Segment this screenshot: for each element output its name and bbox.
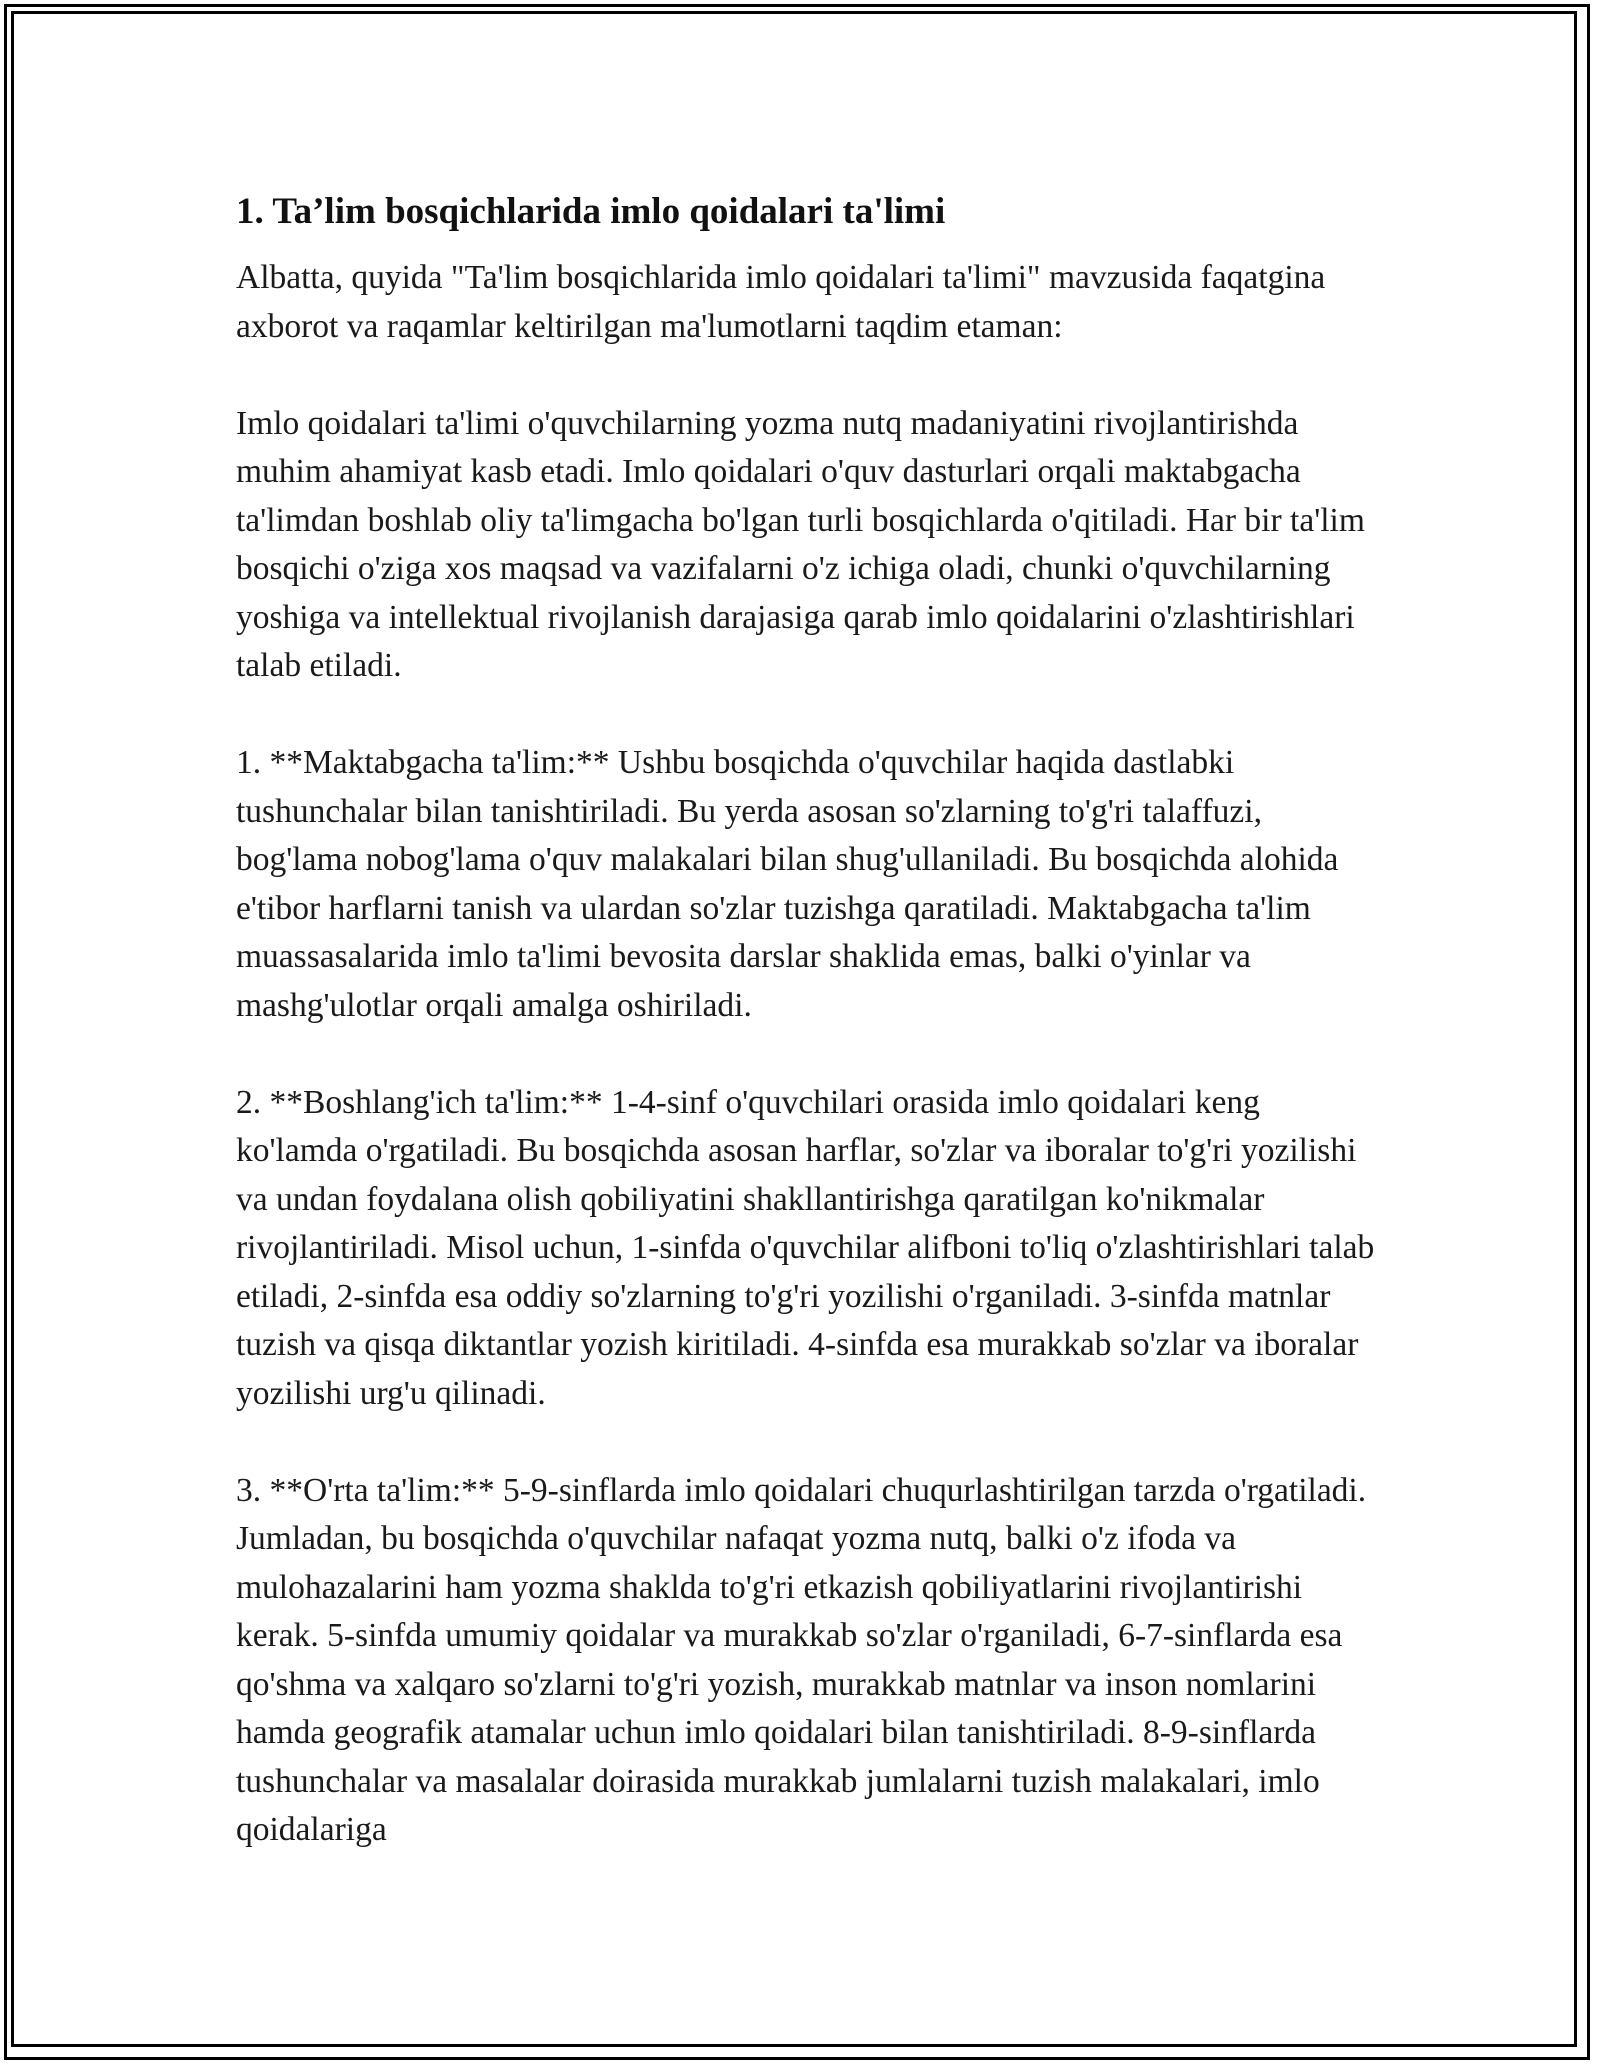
preschool-paragraph: 1. **Maktabgacha ta'lim:** Ushbu bosqichda o'quvchilar haqida dastlabki tushunchalar bilan tanishtiriladi. Bu yerda asosan so'zlarning to'g'ri talaffuzi, bog'lama nobog'lama o'quv malakalari bilan shug'ullaniladi. Bu bosqichda alohida e'tibor harflarni tanish va ulardan so'zlar tuzishga qaratiladi. Maktabgacha ta'lim muassasalarida imlo ta'limi bevosita darslar shaklida emas, balki o'yinlar va mashg'ulotlar orqali amalga oshiriladi. bbox=[236, 744, 1339, 1024]
document-title: 1. Ta’lim bosqichlarida imlo qoidalari ta'limi bbox=[236, 191, 946, 232]
intro-paragraph: Albatta, quyida "Ta'lim bosqichlarida imlo qoidalari ta'limi" mavzusida faqatgina axborot va raqamlar keltirilgan ma'lumotlarni taqdim etaman: bbox=[236, 259, 1326, 345]
secondary-education-paragraph: 3. **O'rta ta'lim:** 5-9-sinflarda imlo qoidalari chuqurlashtirilgan tarzda o'rgatiladi. Jumladan, bu bosqichda o'quvchilar nafaqat yozma nutq, balki o'z ifoda va mulohazalarini ham yozma shaklda to'g'ri etkazish qobiliyatlarini rivojlantirishi kerak. 5-sinfda umumiy qoidalar va murakkab so'zlar o'rganiladi, 6-7-sinflarda esa qo'shma va xalqaro so'zlarni to'g'ri yozish, murakkab matnlar va inson nomlarini hamda geografik atamalar uchun imlo qoidalari bilan tanishtiriladi. 8-9-sinflarda tushunchalar va masalalar doirasida murakkab jumlalarni tuzish malakalari, imlo qoidalariga bbox=[236, 1471, 1367, 1848]
document-body bbox=[236, 186, 1376, 1903]
overview-paragraph: Imlo qoidalari ta'limi o'quvchilarning yozma nutq madaniyatini rivojlantirishda muhim ahamiyat kasb etadi. Imlo qoidalari o'quv dasturlari orqali maktabgacha ta'limdan boshlab oliy ta'limgacha bo'lgan turli bosqichlarda o'qitiladi. Har bir ta'lim bosqichi o'ziga xos maqsad va vazifalarni o'z ichiga oladi, chunki o'quvchilarning yoshiga va intellektual rivojlanish darajasiga qarab imlo qoidalarini o'zlashtirishlari talab etiladi. bbox=[236, 404, 1365, 684]
primary-education-paragraph: 2. **Boshlang'ich ta'lim:** 1-4-sinf o'quvchilari orasida imlo qoidalari keng ko'lamda o'rgatiladi. Bu bosqichda asosan harflar, so'zlar va iboralar to'g'ri yozilishi va undan foydalana olish qobiliyatini shakllantirishga qaratilgan ko'nikmalar rivojlantiriladi. Misol uchun, 1-sinfda o'quvchilar alifboni to'liq o'zlashtirishlari talab etiladi, 2-sinfda esa oddiy so'zlarning to'g'ri yozilishi o'rganiladi. 3-sinfda matnlar tuzish va qisqa diktantlar yozish kiritiladi. 4-sinfda esa murakkab so'zlar va iboralar yozilishi urg'u qilinadi. bbox=[236, 1083, 1375, 1412]
